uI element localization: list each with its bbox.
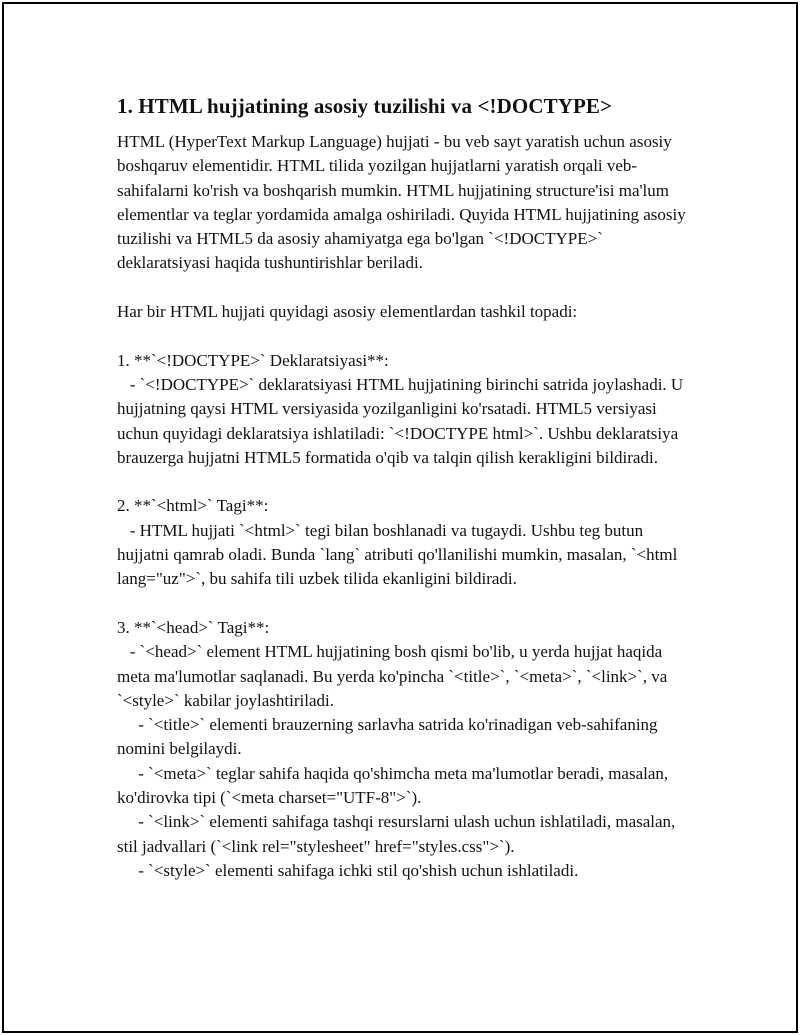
paragraph-gap [117,592,687,616]
section-3-line-3: - `<meta>` teglar sahifa haqida qo'shimcha meta ma'lumotlar beradi, masalan, ko'dirovka tipi (`<meta charset="UTF-8">`). [117,763,673,808]
section-3-heading: 3. **`<head>` Tagi**: [117,617,270,637]
paragraph-gap [117,324,687,348]
lead-paragraph: Har bir HTML hujjati quyidagi asosiy elementlardan tashkil topadi: [117,302,578,322]
section-1-heading: 1. **`<!DOCTYPE>` Deklaratsiyasi**: [117,350,389,370]
section-2-line-1: - HTML hujjati `<html>` tegi bilan boshlanadi va tugaydi. Ushbu teg butun hujjatni qamrab oladi. Bunda `lang` atributi qo'llanilishi mumkin, masalan, `<html lang="uz">`, bu sahifa tili uzbek tilida ekanligini bildiradi. [117,520,682,589]
section-3-line-4: - `<link>` elementi sahifaga tashqi resurslarni ulash uchun ishlatiladi, masalan, stil jadvallari (`<link rel="stylesheet" href="styles.css">`). [117,812,680,856]
section-3-line-5: - `<style>` elementi sahifaga ichki stil qo'shish uchun ishlatiladi. [117,860,579,880]
section-1-line-1: - `<!DOCTYPE>` deklaratsiyasi HTML hujjatining birinchi satrida joylashadi. U hujjatning qaysi HTML versiyasida yozilganligini ko'rsatadi. HTML5 versiyasi uchun quyidagi deklaratsiya ishlatiladi: `<!DOCTYPE html>`. Ushbu deklaratsiya brauzerga hujjatni HTML5 formatida o'qib va talqin qilish kerakligini bildiradi. [117,374,688,467]
section-2-heading: 2. **`<html>` Tagi**: [117,496,269,516]
paragraph-gap [117,470,687,494]
document-body [117,92,690,883]
section-3-line-1: - `<head>` element HTML hujjatining bosh qismi bo'lib, u yerda hujjat haqida meta ma'lumotlar saqlanadi. Bu yerda ko'pincha `<title>`, `<meta>`, `<link>`, va `<style>` kabilar joylashtiriladi. [117,642,672,710]
intro-paragraph: HTML (HyperText Markup Language) hujjati - bu veb sayt yaratish uchun asosiy boshqaruv elementidir. HTML tilida yozilgan hujjatlarni yaratish orqali veb-sahifalarni ko'rish va boshqarish mumkin. HTML hujjatining structure'isi ma'lum elementlar va teglar yordamida amalga oshiriladi. Quyida HTML hujjatining asosiy tuzilishi va HTML5 da asosiy ahamiyatga ega bo'lgan `<!DOCTYPE>` deklaratsiyasi haqida tushuntirishlar beriladi. [117,132,690,273]
paragraph-gap [117,276,687,300]
section-3-line-2: - `<title>` elementi brauzerning sarlavha satrida ko'rinadigan veb-sahifaning nomini belgilaydi. [117,715,662,759]
document-title: 1. HTML hujjatining asosiy tuzilishi va <!DOCTYPE> [117,94,613,118]
